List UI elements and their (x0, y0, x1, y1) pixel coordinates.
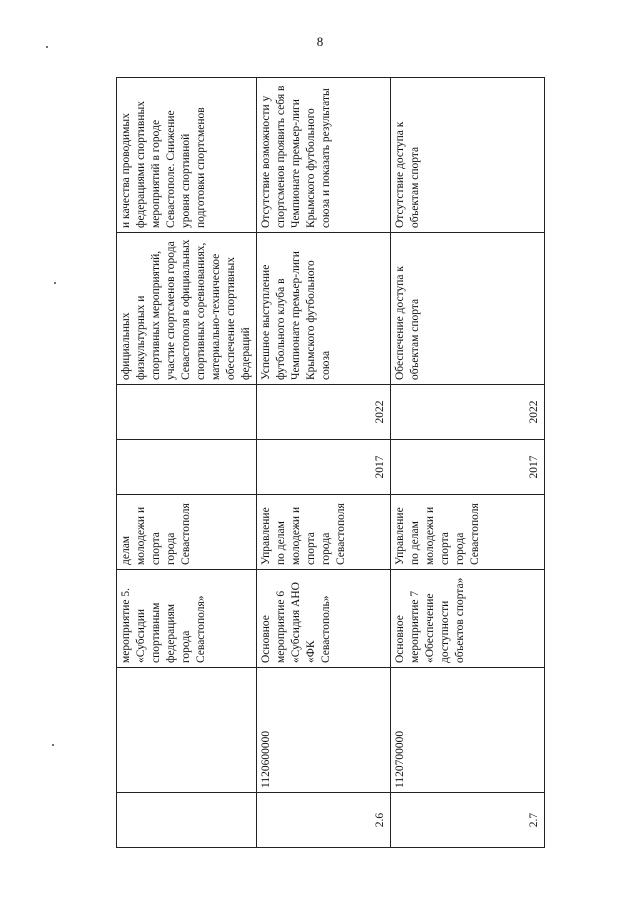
cell-result: официальных физкультурных и спортивных мероприятий, участие спортсменов города Севастополя в официальных спортивных соревнованиях, материально-техническое обеспечение спортивных федераций (117, 233, 257, 385)
cell-executor: делам молодежи и спорта города Севастополя (117, 495, 257, 570)
cell-end-year: 2022 (391, 385, 545, 440)
cell-executor: Управление по делам молодежи и спорта города Севастополя (257, 495, 391, 570)
cell-num (117, 793, 257, 848)
cell-end-year (117, 385, 257, 440)
cell-code: 1120600000 (257, 668, 391, 793)
cell-name: мероприятие 5. «Субсидии спортивным федерациям города Севастополя» (117, 570, 257, 668)
cell-executor: Управление по делам молодежи и спорта города Севастополя (391, 495, 545, 570)
cell-result: Успешное выступление футбольного клуба в Чемпионате премьер-лиги Крымского футбольного союза (257, 233, 391, 385)
cell-name: Основное мероприятие 7 «Обеспечение доступности объектов спорта» (391, 570, 545, 668)
rotated-table-container (116, 78, 540, 848)
cell-start-year: 2017 (257, 440, 391, 495)
cell-num: 2.6 (257, 793, 391, 848)
cell-code (117, 668, 257, 793)
page-number: 8 (316, 34, 324, 49)
cell-consequence: Отсутствие возможности у спортсменов проявить себя в Чемпионате премьер-лиги Крымского футбольного союза и показать результаты (257, 78, 391, 233)
table-row (117, 78, 257, 848)
cell-name: Основное мероприятие 6 «Субсидия АНО «ФК Севастополь» (257, 570, 391, 668)
table-row (257, 78, 391, 848)
activities-table (116, 77, 545, 848)
cell-end-year: 2022 (257, 385, 391, 440)
cell-num: 2.7 (391, 793, 545, 848)
cell-consequence: Отсутствие доступа к объектам спорта (391, 78, 545, 233)
table-row (391, 78, 545, 848)
cell-result: Обеспечение доступа к объектам спорта (391, 233, 545, 385)
scan-speck (52, 744, 54, 746)
scan-speck (54, 282, 56, 284)
cell-start-year (117, 440, 257, 495)
cell-start-year: 2017 (391, 440, 545, 495)
cell-code: 1120700000 (391, 668, 545, 793)
scan-speck (46, 46, 48, 48)
cell-consequence: и качества проводимых федерациями спортивных мероприятий в городе Севастополе. Снижение уровня спортивной подготовки спортсменов (117, 78, 257, 233)
